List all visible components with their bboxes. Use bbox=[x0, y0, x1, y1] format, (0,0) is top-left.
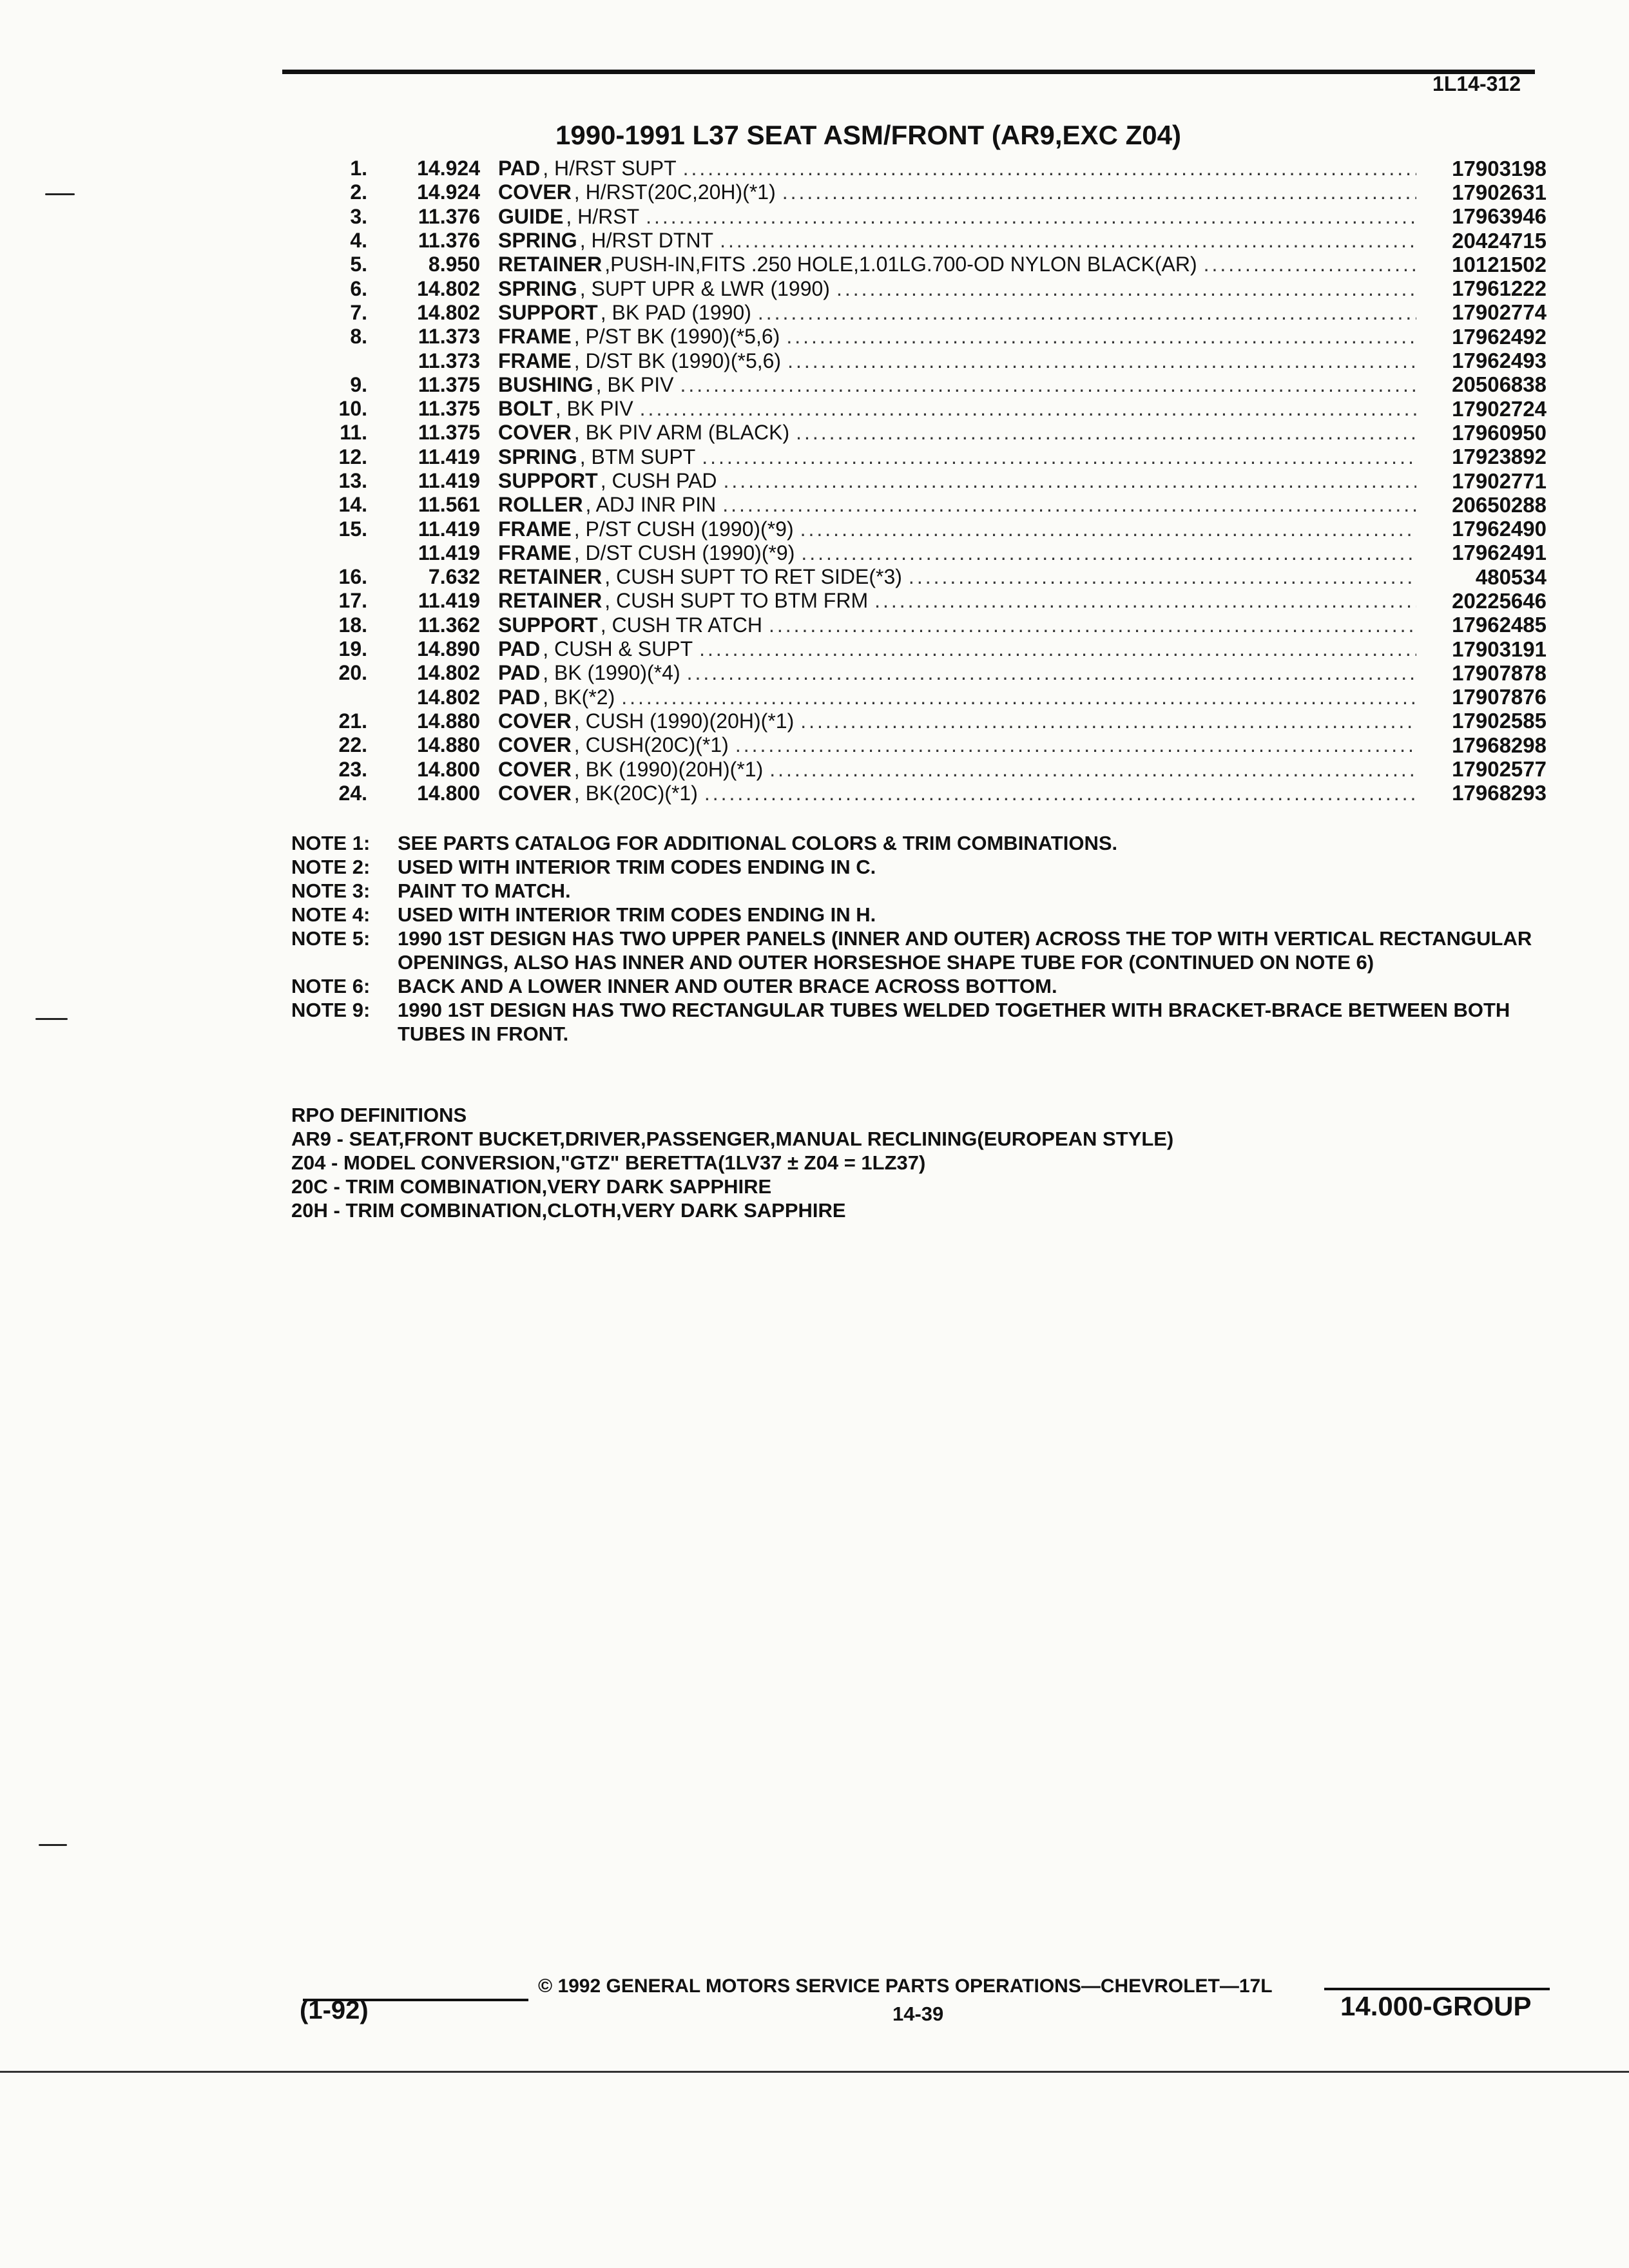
part-ref-number: 17. bbox=[338, 589, 367, 613]
part-name: FRAME bbox=[498, 517, 572, 541]
part-name: BOLT bbox=[498, 397, 553, 421]
part-description: , BK (1990)(20H)(*1) bbox=[574, 757, 764, 781]
part-number: 17961222 bbox=[1452, 276, 1547, 301]
part-name: BUSHING bbox=[498, 372, 593, 396]
part-number: 17902774 bbox=[1452, 300, 1547, 325]
part-group-number: 14.800 bbox=[417, 757, 480, 781]
note-text: USED WITH INTERIOR TRIM CODES ENDING IN C. bbox=[398, 856, 876, 878]
part-row bbox=[316, 421, 1547, 445]
part-row bbox=[316, 325, 1547, 349]
part-group-number: 11.419 bbox=[418, 445, 480, 468]
part-group-number: 11.376 bbox=[418, 204, 480, 228]
part-ref-number: 15. bbox=[338, 517, 367, 541]
part-row bbox=[316, 733, 1547, 757]
part-group-number: 14.802 bbox=[417, 300, 480, 324]
margin-mark bbox=[39, 1844, 67, 1846]
note-text: SEE PARTS CATALOG FOR ADDITIONAL COLORS & TRIM COMBINATIONS. bbox=[398, 832, 1118, 854]
part-ref-number: 1. bbox=[350, 157, 367, 180]
part-number: 17902631 bbox=[1452, 180, 1547, 204]
part-number: 17902724 bbox=[1452, 396, 1547, 421]
dot-leader bbox=[782, 180, 1416, 204]
part-row bbox=[316, 613, 1547, 637]
note-text: BACK AND A LOWER INNER AND OUTER BRACE ACROSS BOTTOM. bbox=[398, 975, 1057, 997]
dot-leader bbox=[735, 733, 1416, 757]
part-row bbox=[316, 349, 1547, 372]
part-row bbox=[316, 229, 1547, 253]
dot-leader bbox=[646, 205, 1416, 229]
part-row bbox=[316, 661, 1547, 685]
part-ref-number: 3. bbox=[350, 204, 367, 228]
part-name: COVER bbox=[498, 421, 572, 445]
part-row bbox=[316, 541, 1547, 565]
part-description: , P/ST BK (1990)(*5,6) bbox=[574, 325, 780, 349]
note-text: USED WITH INTERIOR TRIM CODES ENDING IN H. bbox=[398, 903, 876, 926]
part-ref-number: 24. bbox=[338, 781, 367, 805]
dot-leader bbox=[758, 301, 1416, 325]
part-ref-number: 14. bbox=[338, 493, 367, 517]
part-description: , CUSH SUPT TO BTM FRM bbox=[604, 589, 869, 613]
part-number: 17962492 bbox=[1452, 324, 1547, 349]
part-description: , BK PIV ARM (BLACK) bbox=[574, 421, 790, 445]
part-group-number: 11.375 bbox=[418, 421, 480, 445]
part-group-number: 11.375 bbox=[418, 397, 480, 421]
part-row bbox=[316, 253, 1547, 276]
part-group-number: 11.376 bbox=[418, 229, 480, 253]
footer-copyright: © 1992 GENERAL MOTORS SERVICE PARTS OPERATIONS—CHEVROLET—17L bbox=[538, 1975, 1273, 1997]
part-description: , CUSH SUPT TO RET SIDE(*3) bbox=[604, 565, 902, 589]
part-description: , BTM SUPT bbox=[579, 445, 696, 468]
part-row bbox=[316, 782, 1547, 805]
part-group-number: 11.373 bbox=[418, 325, 480, 349]
part-group-number: 11.561 bbox=[418, 493, 480, 517]
footer-rule-right bbox=[1324, 1988, 1550, 1990]
part-group-number: 8.950 bbox=[428, 253, 480, 276]
part-ref-number: 2. bbox=[350, 180, 367, 204]
footer-page-number: 14-39 bbox=[892, 2003, 944, 2025]
part-number: 20225646 bbox=[1452, 589, 1547, 613]
part-description: , BK PIV bbox=[595, 372, 674, 396]
part-ref-number: 4. bbox=[350, 229, 367, 253]
part-name: RETAINER bbox=[498, 589, 602, 613]
part-group-number: 14.880 bbox=[417, 709, 480, 733]
dot-leader bbox=[687, 661, 1416, 685]
part-number: 17902771 bbox=[1452, 468, 1547, 493]
part-description: , BK(*2) bbox=[543, 685, 615, 709]
note-label: NOTE 9: bbox=[291, 999, 371, 1021]
part-row bbox=[316, 686, 1547, 709]
part-group-number: 7.632 bbox=[428, 565, 480, 589]
part-description: , D/ST BK (1990)(*5,6) bbox=[574, 349, 782, 372]
part-description: , BK PAD (1990) bbox=[600, 300, 751, 324]
part-description: , P/ST CUSH (1990)(*9) bbox=[574, 517, 794, 541]
dot-leader bbox=[621, 686, 1416, 709]
part-row bbox=[316, 373, 1547, 397]
footer-date: (1-92) bbox=[300, 1996, 369, 2024]
part-ref-number: 12. bbox=[338, 445, 367, 468]
part-number: 17963946 bbox=[1452, 204, 1547, 229]
part-row bbox=[316, 757, 1547, 781]
part-name: RETAINER bbox=[498, 565, 602, 589]
note bbox=[291, 927, 1548, 974]
part-row bbox=[316, 565, 1547, 589]
note bbox=[291, 831, 1548, 855]
part-ref-number: 13. bbox=[338, 469, 367, 492]
footer-group: 14.000-GROUP bbox=[1340, 1991, 1532, 2021]
part-name: SUPPORT bbox=[498, 469, 598, 492]
part-row bbox=[316, 397, 1547, 421]
part-description: , CUSH (1990)(20H)(*1) bbox=[574, 709, 795, 733]
part-number: 480534 bbox=[1475, 564, 1547, 589]
part-name: COVER bbox=[498, 733, 572, 757]
part-ref-number: 7. bbox=[350, 300, 367, 324]
part-ref-number: 11. bbox=[340, 421, 367, 445]
part-number: 17962490 bbox=[1452, 517, 1547, 541]
rpo-item: 20C - TRIM COMBINATION,VERY DARK SAPPHIRE bbox=[291, 1175, 772, 1198]
part-ref-number: 6. bbox=[350, 276, 367, 300]
part-number: 20506838 bbox=[1452, 372, 1547, 397]
margin-mark bbox=[45, 193, 75, 195]
part-row bbox=[316, 180, 1547, 204]
part-number: 17968298 bbox=[1452, 733, 1547, 757]
part-ref-number: 10. bbox=[338, 397, 367, 421]
part-group-number: 14.802 bbox=[417, 685, 480, 709]
part-group-number: 11.362 bbox=[418, 613, 480, 637]
part-row bbox=[316, 493, 1547, 517]
part-name: SUPPORT bbox=[498, 613, 598, 637]
part-name: SPRING bbox=[498, 445, 577, 468]
note-text: PAINT TO MATCH. bbox=[398, 879, 571, 902]
part-description: , H/RST(20C,20H)(*1) bbox=[574, 180, 776, 204]
part-number: 17903191 bbox=[1452, 637, 1547, 661]
part-row bbox=[316, 637, 1547, 661]
part-row bbox=[316, 301, 1547, 325]
dot-leader bbox=[801, 541, 1416, 565]
part-number: 20424715 bbox=[1452, 228, 1547, 253]
dot-leader bbox=[786, 325, 1416, 349]
part-description: , BK (1990)(*4) bbox=[543, 661, 680, 685]
note bbox=[291, 903, 1548, 927]
part-number: 17960950 bbox=[1452, 420, 1547, 445]
part-description: , BK PIV bbox=[555, 397, 633, 421]
dot-leader bbox=[723, 469, 1416, 493]
note-label: NOTE 6: bbox=[291, 975, 371, 997]
dot-leader bbox=[1204, 253, 1416, 276]
rpo-item: 20H - TRIM COMBINATION,CLOTH,VERY DARK SAPPHIRE bbox=[291, 1199, 846, 1222]
part-ref-number: 23. bbox=[338, 757, 367, 781]
part-description: , CUSH TR ATCH bbox=[600, 613, 762, 637]
note-label: NOTE 5: bbox=[291, 927, 371, 950]
part-name: FRAME bbox=[498, 325, 572, 349]
part-name: PAD bbox=[498, 661, 541, 685]
part-group-number: 14.800 bbox=[417, 781, 480, 805]
rpo-item: Z04 - MODEL CONVERSION,"GTZ" BERETTA(1LV37 ± Z04 = 1LZ37) bbox=[291, 1151, 926, 1174]
part-description: , CUSH(20C)(*1) bbox=[574, 733, 729, 757]
part-number: 17962491 bbox=[1452, 541, 1547, 565]
part-name: SUPPORT bbox=[498, 300, 598, 324]
part-name: FRAME bbox=[498, 541, 572, 564]
dot-leader bbox=[800, 517, 1416, 541]
part-description: , CUSH PAD bbox=[600, 469, 717, 492]
part-number: 17962485 bbox=[1452, 613, 1547, 637]
part-row bbox=[316, 276, 1547, 300]
part-name: ROLLER bbox=[498, 493, 583, 517]
part-description: , H/RST SUPT bbox=[543, 157, 677, 180]
part-ref-number: 5. bbox=[350, 253, 367, 276]
dot-leader bbox=[680, 373, 1417, 397]
dot-leader bbox=[720, 229, 1416, 253]
note-label: NOTE 3: bbox=[291, 879, 371, 902]
part-group-number: 11.373 bbox=[418, 349, 480, 372]
top-rule bbox=[282, 70, 1535, 74]
part-group-number: 14.890 bbox=[417, 637, 480, 661]
part-name: COVER bbox=[498, 180, 572, 204]
note-label: NOTE 2: bbox=[291, 856, 371, 878]
part-ref-number: 9. bbox=[350, 372, 367, 396]
dot-leader bbox=[800, 709, 1416, 733]
part-description: , CUSH & SUPT bbox=[543, 637, 693, 661]
part-row bbox=[316, 589, 1547, 613]
note-text: 1990 1ST DESIGN HAS TWO RECTANGULAR TUBES WELDED TOGETHER WITH BRACKET-BRACE BETWEEN BOTH TUBES IN FRONT. bbox=[398, 999, 1510, 1045]
dot-leader bbox=[699, 637, 1416, 661]
note bbox=[291, 974, 1548, 998]
part-number: 10121502 bbox=[1452, 252, 1547, 276]
part-name: COVER bbox=[498, 781, 572, 805]
rpo-item: AR9 - SEAT,FRONT BUCKET,DRIVER,PASSENGER,MANUAL RECLINING(EUROPEAN STYLE) bbox=[291, 1128, 1174, 1150]
dot-leader bbox=[909, 565, 1416, 589]
rpo-definitions bbox=[291, 1103, 1173, 1222]
margin-mark bbox=[35, 1018, 68, 1020]
dot-leader bbox=[769, 613, 1416, 637]
note bbox=[291, 879, 1548, 903]
part-group-number: 11.419 bbox=[418, 589, 480, 613]
dot-leader bbox=[683, 157, 1416, 180]
part-description: , SUPT UPR & LWR (1990) bbox=[579, 276, 830, 300]
part-group-number: 11.419 bbox=[418, 469, 480, 492]
part-ref-number: 22. bbox=[338, 733, 367, 757]
part-name: COVER bbox=[498, 757, 572, 781]
part-group-number: 11.419 bbox=[418, 541, 480, 564]
note-label: NOTE 4: bbox=[291, 903, 371, 926]
part-description: , BK(20C)(*1) bbox=[574, 781, 698, 805]
dot-leader bbox=[722, 493, 1416, 517]
dot-leader bbox=[836, 277, 1416, 301]
part-row bbox=[316, 469, 1547, 493]
part-name: COVER bbox=[498, 709, 572, 733]
part-group-number: 14.802 bbox=[417, 276, 480, 300]
part-ref-number: 16. bbox=[338, 565, 367, 589]
bottom-rule bbox=[0, 2071, 1629, 2073]
part-name: PAD bbox=[498, 685, 541, 709]
part-number: 17903198 bbox=[1452, 156, 1547, 180]
part-description: , D/ST CUSH (1990)(*9) bbox=[574, 541, 795, 564]
part-row bbox=[316, 205, 1547, 229]
dot-leader bbox=[874, 589, 1416, 613]
note-label: NOTE 1: bbox=[291, 832, 371, 854]
part-name: SPRING bbox=[498, 276, 577, 300]
dot-leader bbox=[704, 782, 1416, 805]
part-number: 17902585 bbox=[1452, 709, 1547, 733]
notes-section bbox=[291, 831, 1548, 1046]
part-number: 20650288 bbox=[1452, 492, 1547, 517]
dot-leader bbox=[787, 349, 1416, 373]
part-row bbox=[316, 517, 1547, 541]
part-group-number: 14.802 bbox=[417, 661, 480, 685]
part-ref-number: 19. bbox=[338, 637, 367, 661]
page-code: 1L14-312 bbox=[1432, 72, 1521, 95]
part-ref-number: 21. bbox=[338, 709, 367, 733]
page-title: 1990-1991 L37 SEAT ASM/FRONT (AR9,EXC Z04) bbox=[555, 120, 1181, 150]
part-group-number: 14.924 bbox=[417, 157, 480, 180]
part-row bbox=[316, 445, 1547, 469]
part-name: PAD bbox=[498, 157, 541, 180]
dot-leader bbox=[702, 445, 1416, 469]
part-group-number: 11.419 bbox=[418, 517, 480, 541]
part-ref-number: 20. bbox=[338, 661, 367, 685]
part-name: GUIDE bbox=[498, 204, 564, 228]
part-number: 17907876 bbox=[1452, 685, 1547, 709]
rpo-heading: RPO DEFINITIONS bbox=[291, 1104, 467, 1126]
note-text: 1990 1ST DESIGN HAS TWO UPPER PANELS (INNER AND OUTER) ACROSS THE TOP WITH VERTICAL RECTANGULAR OPENINGS, ALSO HAS INNER AND OUTER HORSESHOE SHAPE TUBE FOR (CONTINUED ON NOTE 6) bbox=[398, 927, 1532, 974]
part-name: SPRING bbox=[498, 229, 577, 253]
part-number: 17962493 bbox=[1452, 349, 1547, 373]
part-row bbox=[316, 157, 1547, 180]
part-description: , ADJ INR PIN bbox=[585, 493, 717, 517]
part-group-number: 14.880 bbox=[417, 733, 480, 757]
part-number: 17923892 bbox=[1452, 445, 1547, 469]
note bbox=[291, 998, 1548, 1046]
dot-leader bbox=[769, 758, 1416, 782]
part-description: , H/RST DTNT bbox=[579, 229, 714, 253]
dot-leader bbox=[640, 397, 1416, 421]
part-name: FRAME bbox=[498, 349, 572, 372]
part-ref-number: 8. bbox=[350, 325, 367, 349]
part-ref-number: 18. bbox=[338, 613, 367, 637]
part-number: 17968293 bbox=[1452, 781, 1547, 805]
part-number: 17907878 bbox=[1452, 660, 1547, 685]
part-group-number: 11.375 bbox=[418, 372, 480, 396]
part-group-number: 14.924 bbox=[417, 180, 480, 204]
part-name: RETAINER bbox=[498, 253, 602, 276]
part-name: PAD bbox=[498, 637, 541, 661]
part-row bbox=[316, 709, 1547, 733]
part-description: , H/RST bbox=[566, 204, 640, 228]
part-description: ,PUSH-IN,FITS .250 HOLE,1.01LG.700-OD NYLON BLACK(AR) bbox=[604, 253, 1197, 276]
part-number: 17902577 bbox=[1452, 757, 1547, 782]
dot-leader bbox=[796, 421, 1416, 445]
parts-list bbox=[316, 157, 1547, 805]
note bbox=[291, 855, 1548, 879]
